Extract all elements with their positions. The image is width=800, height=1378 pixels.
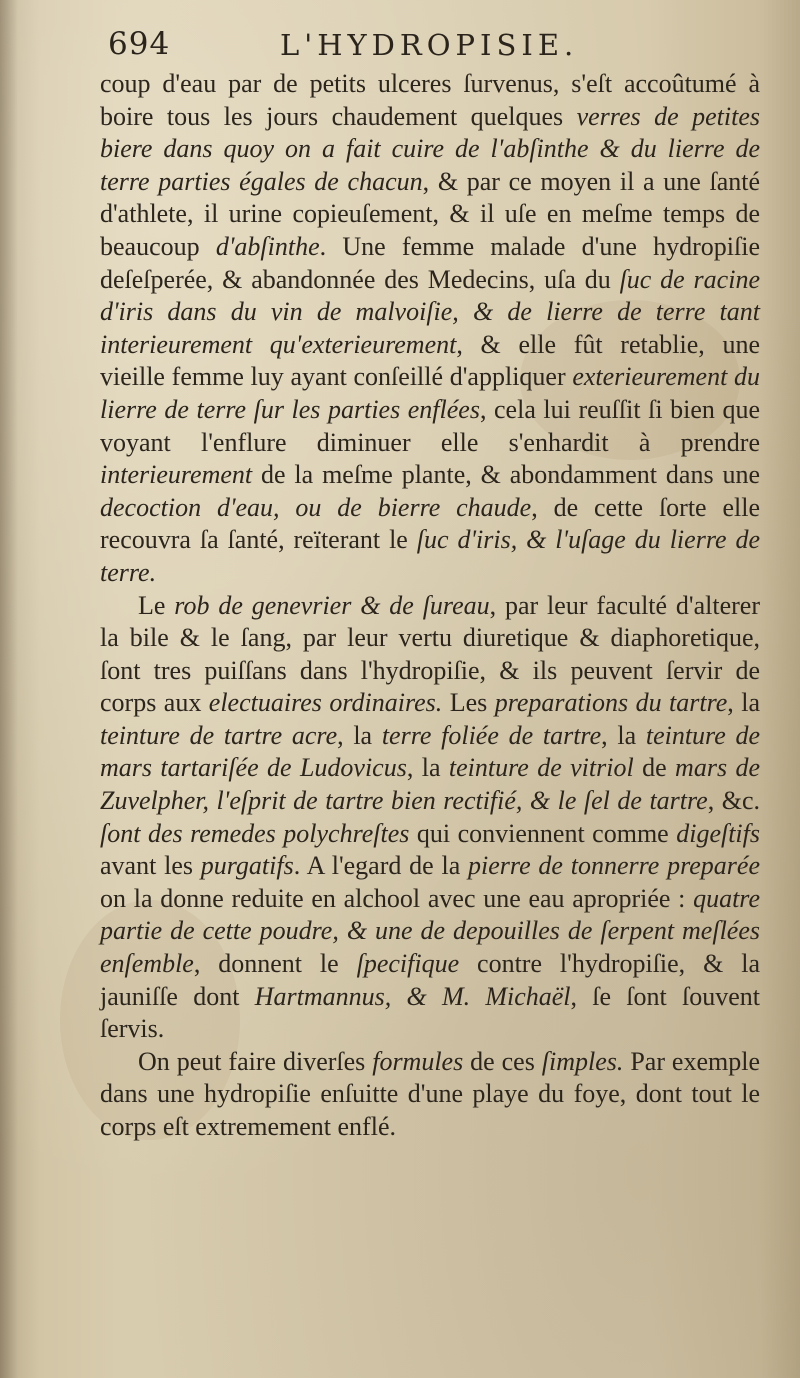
- text-run: Les: [442, 688, 495, 718]
- italic-run: pierre de tonnerre preparée: [468, 851, 761, 881]
- text-run: On peut faire diverſes: [138, 1046, 373, 1076]
- text-run: Le: [138, 590, 175, 620]
- text-run: qui conviennent comme: [409, 818, 677, 848]
- paragraph: [100, 68, 760, 590]
- italic-run: d'abſinthe: [215, 231, 320, 261]
- text-run: , de cette ſorte elle recouvra ſa ſanté, reïterant le: [100, 492, 761, 555]
- italic-run: rob de genevrier & de ſureau: [174, 590, 490, 620]
- text-run: contre l'hydropiſie, & la jauniſſe dont: [100, 949, 760, 1011]
- text-run: , & elle fût retablie, une vieille femme luy ayant conſeillé d'appliquer: [100, 329, 761, 392]
- italic-run: ſimples.: [541, 1046, 624, 1076]
- italic-run: teinture de mars tartariſée de Ludovicus: [100, 720, 761, 783]
- text-run: , par leur faculté d'alterer la bile & le ſang, par leur vertu diuretique & diaphoretique, ſont tres puiſſans dans l'hydropiſie, & ils peuvent ſervir de corps aux: [100, 590, 761, 718]
- italic-run: teinture de tartre acre: [100, 720, 338, 750]
- body-text: [100, 68, 760, 1144]
- italic-run: verres de petites biere dans quoy on a fait cuire de l'abſinthe & du lierre de terre parties égales de chacun: [100, 101, 760, 196]
- text-run: , donnent le: [193, 949, 357, 979]
- text-run: , & par ce moyen il a une ſanté d'athlete, il urine copieuſement, & il uſe en meſme temps de beaucoup: [100, 166, 760, 261]
- italic-run: quatre partie de cette poudre, & une de depouilles de ſerpent meſlées enſemble: [100, 883, 760, 979]
- text-run: de ces: [463, 1046, 542, 1076]
- text-run: , ſe ſont ſouvent ſervis.: [100, 981, 760, 1044]
- italic-run: terre foliée de tartre: [381, 720, 602, 750]
- text-run: avant les: [100, 851, 201, 881]
- text-run: , la: [601, 720, 646, 750]
- italic-run: ſuc de racine d'iris dans du vin de malvoiſie, & de lierre de terre tant interieurement qu'exterieurement: [100, 264, 760, 359]
- page-number: 694: [108, 26, 171, 62]
- italic-run: mars de Zuvelpher, l'eſprit de tartre bien rectifié, & le ſel de tartre: [100, 753, 760, 816]
- italic-run: formules: [372, 1046, 464, 1076]
- text-run: , &c.: [707, 786, 760, 816]
- text-run: , la: [337, 720, 382, 750]
- text-run: de: [633, 753, 676, 783]
- italic-run: ſuc d'iris, & l'uſage du lierre de terre.: [100, 525, 760, 587]
- italic-run: preparations du tartre: [494, 688, 728, 718]
- italic-run: Hartmannus, & M. Michaël: [254, 981, 571, 1011]
- italic-run: purgatifs: [200, 851, 294, 881]
- running-title: L'HYDROPISIE.: [280, 28, 579, 62]
- italic-run: digeſtifs: [676, 818, 760, 848]
- text-run: de la meſme plante, & abondamment dans une: [252, 460, 760, 490]
- italic-run: ſont des remedes polychreſtes: [100, 818, 410, 848]
- text-run: . A l'egard de la: [293, 851, 469, 881]
- italic-run: ſpecifique: [356, 949, 460, 979]
- text-run: coup d'eau par de petits ulceres ſurvenus, s'eſt accoûtumé à boire tous les jours chaudement quelques: [100, 69, 760, 131]
- italic-run: decoction d'eau, ou de bierre chaude: [100, 492, 532, 522]
- paragraph: [100, 1046, 760, 1144]
- italic-run: exterieurement du lierre de terre ſur les parties enflées: [100, 362, 760, 424]
- running-head: [108, 26, 748, 70]
- text-run: , cela lui reuſſit ſi bien que voyant l'enflure diminuer elle s'enhardit à prendre: [100, 394, 760, 457]
- page-gutter-shadow: [0, 0, 18, 1378]
- italic-run: electuaires ordinaires.: [208, 688, 443, 718]
- text-run: on la donne reduite en alchool avec une eau apropriée :: [100, 883, 694, 913]
- text-run: Par exemple dans une hydropiſie enſuitte d'une playe du foye, dont tout le corps eſt extremement enflé.: [100, 1046, 760, 1141]
- text-run: . Une femme malade d'une hydropiſie deſeſperée, & abandonnée des Medecins, uſa du: [100, 231, 760, 294]
- text-run: , la: [727, 688, 761, 718]
- italic-run: teinture de vitriol: [448, 753, 634, 783]
- text-run: , la: [406, 753, 449, 783]
- italic-run: interieurement: [100, 460, 253, 490]
- paragraph: [100, 590, 760, 1046]
